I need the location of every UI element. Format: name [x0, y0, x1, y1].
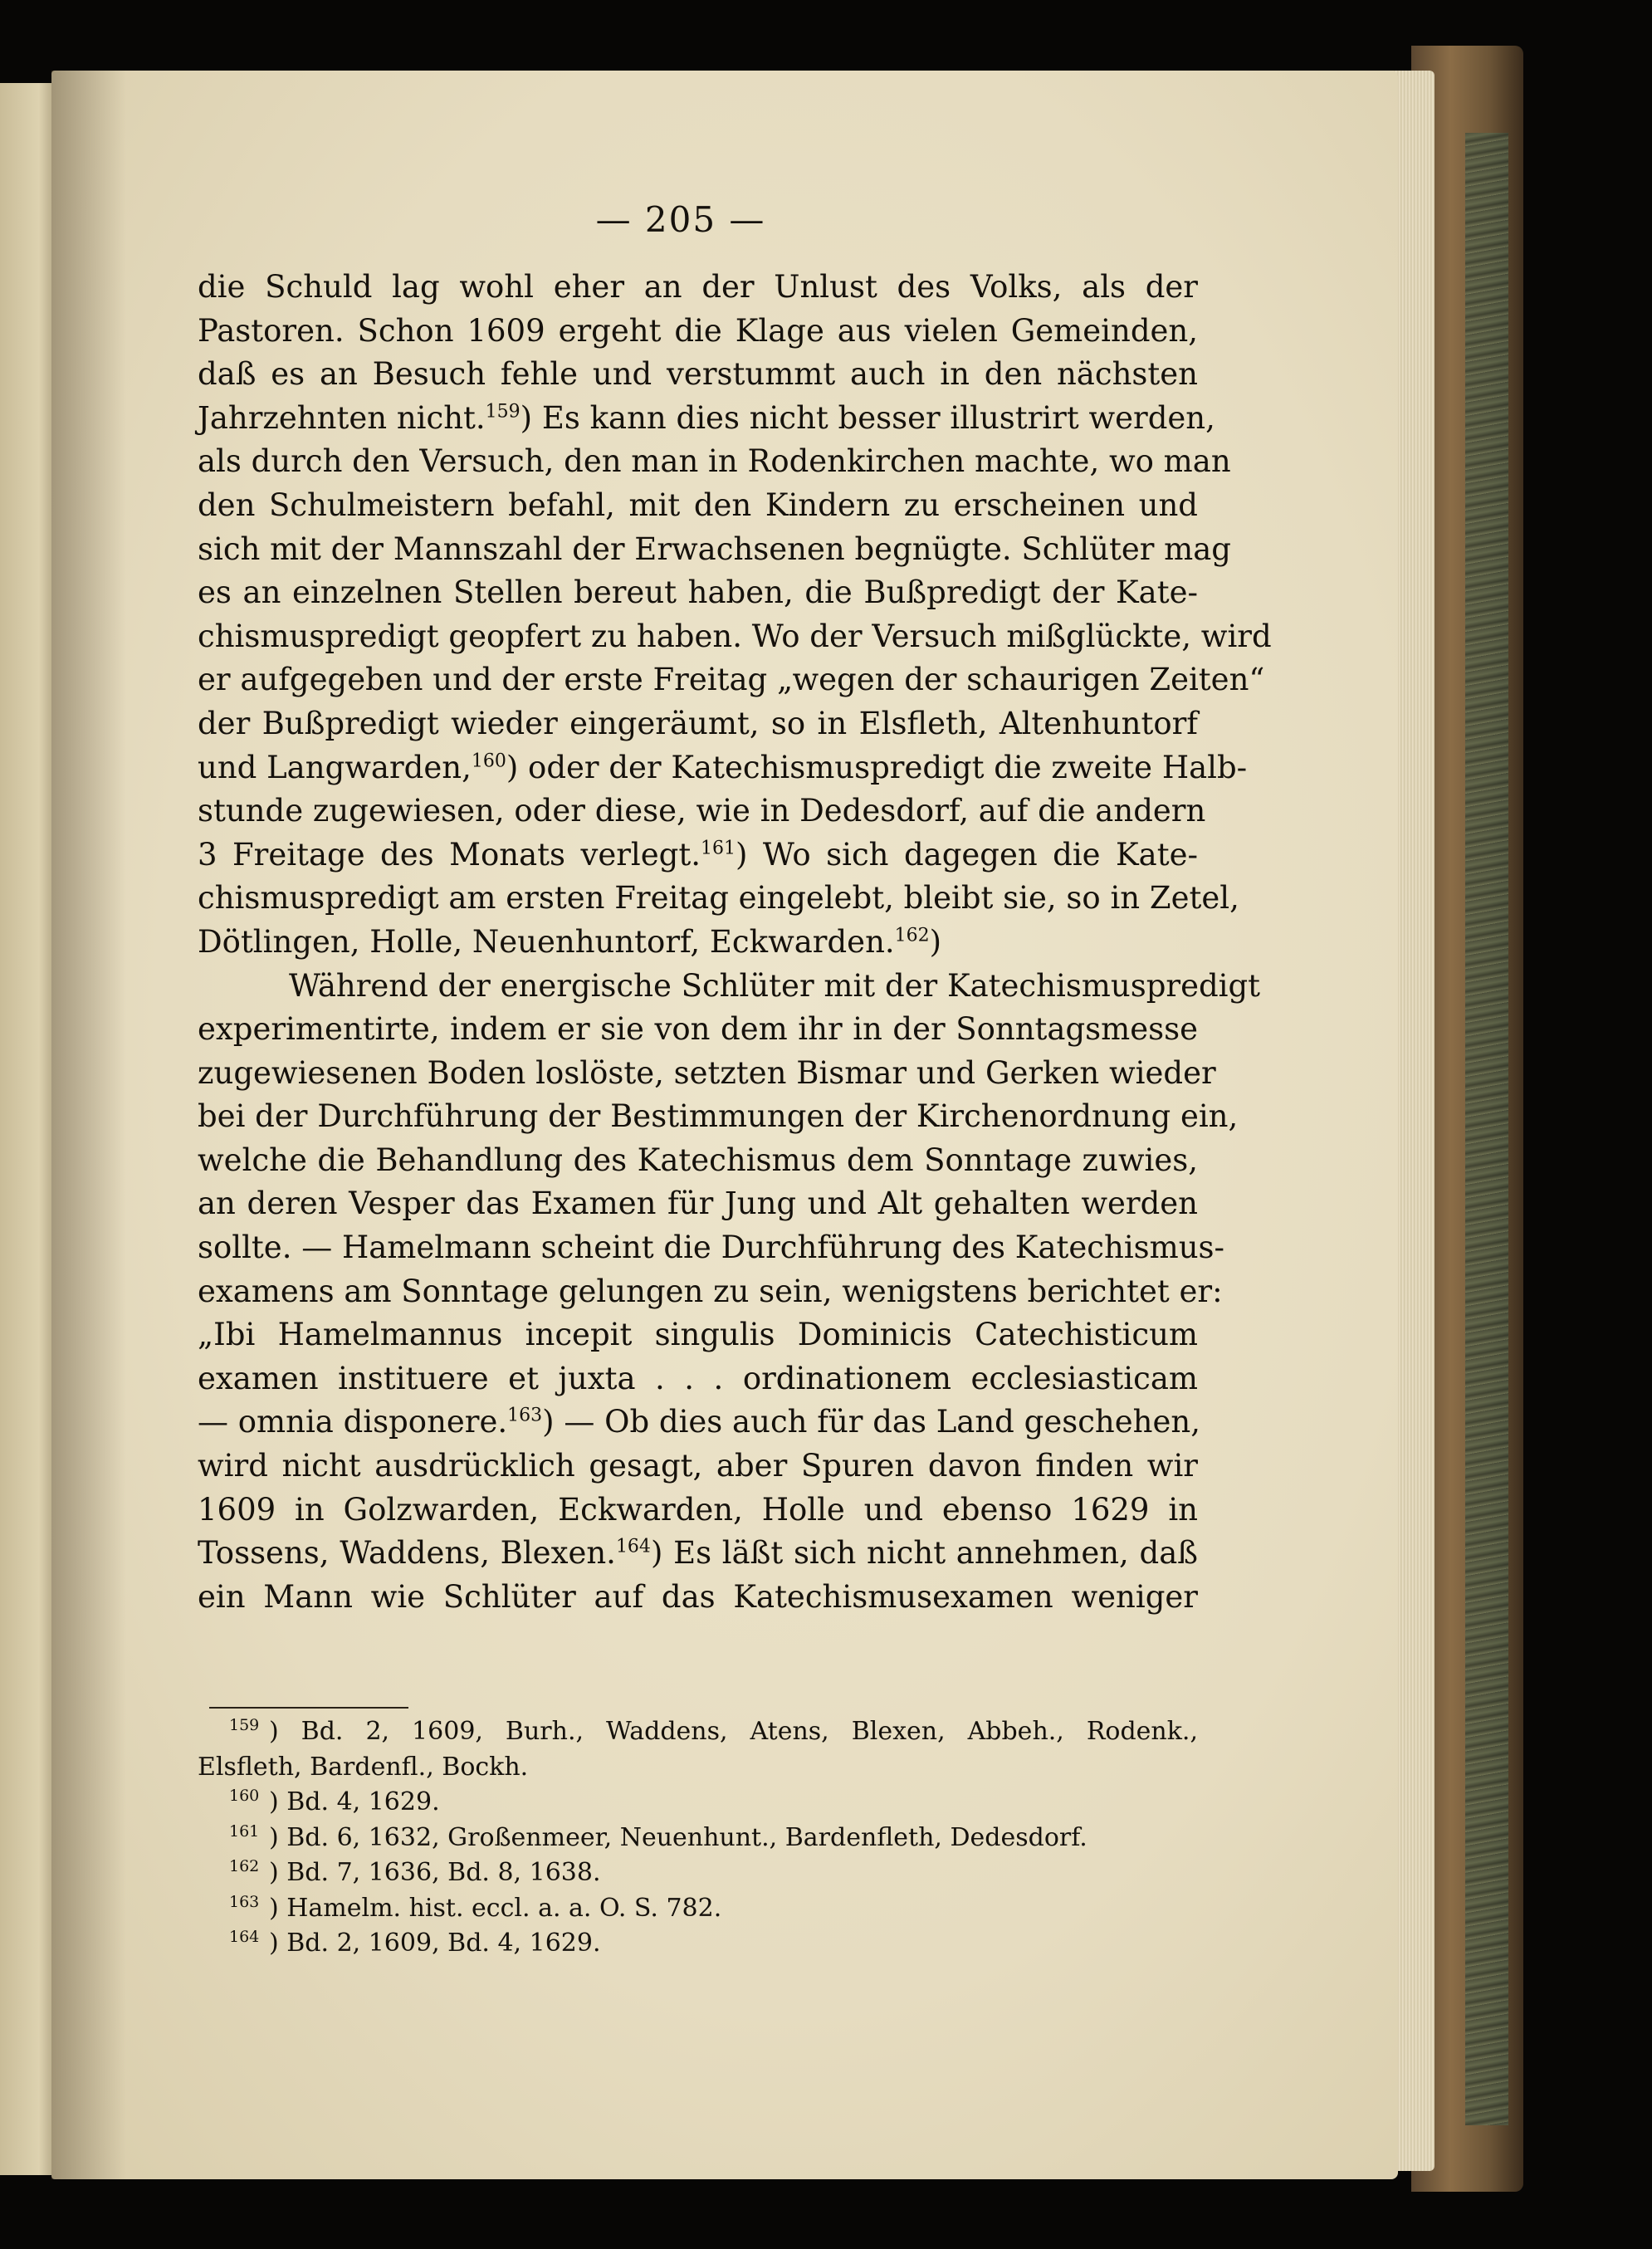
body-text [198, 266, 1272, 1619]
footnote [198, 1855, 1198, 1891]
text-segment: und Langwarden, [198, 749, 472, 785]
text-line: Pastoren. Schon 1609 ergeht die Klage aus vielen Gemeinden, [198, 312, 1198, 349]
text-line: 1609 in Golzwarden, Eckwarden, Holle und ebenso 1629 in [198, 1491, 1198, 1528]
text-line: bei der Durchführung der Bestimmungen der Kirchenordnung ein, [198, 1098, 1239, 1135]
footnote-marker: 160 [471, 750, 506, 772]
footnote [198, 1926, 1198, 1962]
text-line: es an einzelnen Stellen bereut haben, die Bußpredigt der Kate- [198, 574, 1198, 611]
text-line: wird nicht ausdrücklich gesagt, aber Spuren davon finden wir [198, 1448, 1198, 1484]
text-line-with-footnote [198, 1532, 1198, 1576]
text-line: als durch den Versuch, den man in Rodenkirchen machte, wo man [198, 443, 1231, 480]
footnote-continuation: Elsfleth, Bardenfl., Bockh. [198, 1752, 529, 1782]
footnote-text: ) Bd. 2, 1609, Burh., Waddens, Atens, Blexen, Abbeh., Rodenk., [269, 1717, 1198, 1746]
footnote-marker: 159 [485, 401, 521, 423]
text-line: sich mit der Mannszahl der Erwachsenen begnügte. Schlüter mag [198, 530, 1231, 567]
paragraph-start-line: Während der energische Schlüter mit der Katechismuspredigt [289, 967, 1261, 1004]
text-segment: Dötlingen, Holle, Neuenhuntorf, Eckwarden. [198, 923, 895, 960]
footnote-text: ) Bd. 6, 1632, Großenmeer, Neuenhunt., Bardenfleth, Dedesdorf. [269, 1822, 1087, 1852]
footnote-marker: 161 [700, 838, 736, 859]
footnote-marker: 163 [507, 1406, 543, 1427]
text-line: zugewiesenen Boden loslöste, setzten Bismar und Gerken wieder [198, 1054, 1216, 1091]
text-line: den Schulmeistern befahl, mit den Kindern zu erscheinen und [198, 486, 1198, 523]
text-segment: 3 Freitage des Monats verlegt. [198, 836, 701, 873]
footnote [198, 1891, 1198, 1927]
text-line-with-footnote [198, 921, 1198, 965]
footnote [198, 1785, 1198, 1821]
footnote-text: ) Bd. 4, 1629. [269, 1787, 440, 1816]
footnote-divider [209, 1707, 408, 1709]
text-line-with-footnote [198, 1401, 1198, 1445]
text-line: ein Mann wie Schlüter auf das Katechismusexamen weniger [198, 1578, 1198, 1615]
text-line: er aufgegeben und der erste Freitag „wegen der schaurigen Zeiten“ [198, 662, 1265, 698]
text-segment: ) Wo sich dagegen die Kate- [735, 836, 1198, 873]
text-segment: Jahrzehnten nicht. [198, 399, 486, 436]
footnote-number: 159 [229, 1716, 260, 1734]
marbled-endpaper [1465, 133, 1508, 2125]
text-line: der Bußpredigt wieder eingeräumt, so in Elsfleth, Altenhuntorf [198, 705, 1198, 741]
text-line-with-footnote [198, 397, 1215, 441]
footnote-number: 161 [229, 1821, 260, 1841]
footnote-marker: 164 [615, 1536, 651, 1557]
footnote-number: 163 [229, 1892, 260, 1911]
text-segment: ) [929, 923, 942, 960]
text-segment: ) — Ob dies auch für das Land geschehen, [542, 1404, 1200, 1440]
text-line: die Schuld lag wohl eher an der Unlust des Volks, als der [198, 269, 1198, 305]
footnote [198, 1821, 1198, 1856]
footnote-text: ) Hamelm. hist. eccl. a. a. O. S. 782. [269, 1893, 722, 1923]
text-segment: Tossens, Waddens, Blexen. [198, 1535, 616, 1572]
footnote-text: ) Bd. 2, 1609, Bd. 4, 1629. [269, 1929, 601, 1958]
text-line: stunde zugewiesen, oder diese, wie in Dedesdorf, auf die andern [198, 793, 1206, 829]
text-line: welche die Behandlung des Katechismus dem Sonntage zuwies, [198, 1142, 1198, 1178]
footnotes [198, 1714, 1198, 1962]
latin-quote-line: „Ibi Hamelmannus incepit singulis Dominicis Catechisticum [198, 1317, 1198, 1353]
text-line-with-footnote [198, 746, 1248, 790]
text-line: experimentirte, indem er sie von dem ihr in der Sonntagsmesse [198, 1011, 1198, 1048]
text-segment: ) Es kann dies nicht besser illustrirt werden, [520, 399, 1215, 436]
latin-quote-line: examen instituere et juxta . . . ordinationem ecclesiasticam [198, 1360, 1198, 1396]
text-line: daß es an Besuch fehle und verstummt auch in den nächsten [198, 356, 1198, 393]
footnote-number: 162 [229, 1857, 260, 1875]
text-segment: ) oder der Katechismuspredigt die zweite Halb- [506, 749, 1248, 785]
text-segment: ) Es läßt sich nicht annehmen, daß [650, 1535, 1198, 1572]
text-line: chismuspredigt am ersten Freitag eingelebt, bleibt sie, so in Zetel, [198, 880, 1239, 917]
text-line: sollte. — Hamelmann scheint die Durchführung des Katechismus- [198, 1230, 1225, 1266]
text-line-with-footnote [198, 834, 1198, 878]
text-line: an deren Vesper das Examen für Jung und Alt gehalten werden [198, 1186, 1198, 1222]
footnote-marker: 162 [894, 925, 930, 946]
gutter-shadow [51, 71, 126, 2179]
footnote-text: ) Bd. 7, 1636, Bd. 8, 1638. [269, 1858, 601, 1887]
footnote-number: 164 [229, 1928, 260, 1946]
text-segment: — omnia disponere. [198, 1404, 508, 1440]
footnote-number: 160 [229, 1787, 260, 1805]
footnote [198, 1714, 1198, 1750]
text-line: chismuspredigt geopfert zu haben. Wo der Versuch mißglückte, wird [198, 618, 1272, 654]
page-number: — 205 — [595, 199, 766, 240]
text-line: examens am Sonntage gelungen zu sein, wenigstens berichtet er: [198, 1273, 1223, 1309]
